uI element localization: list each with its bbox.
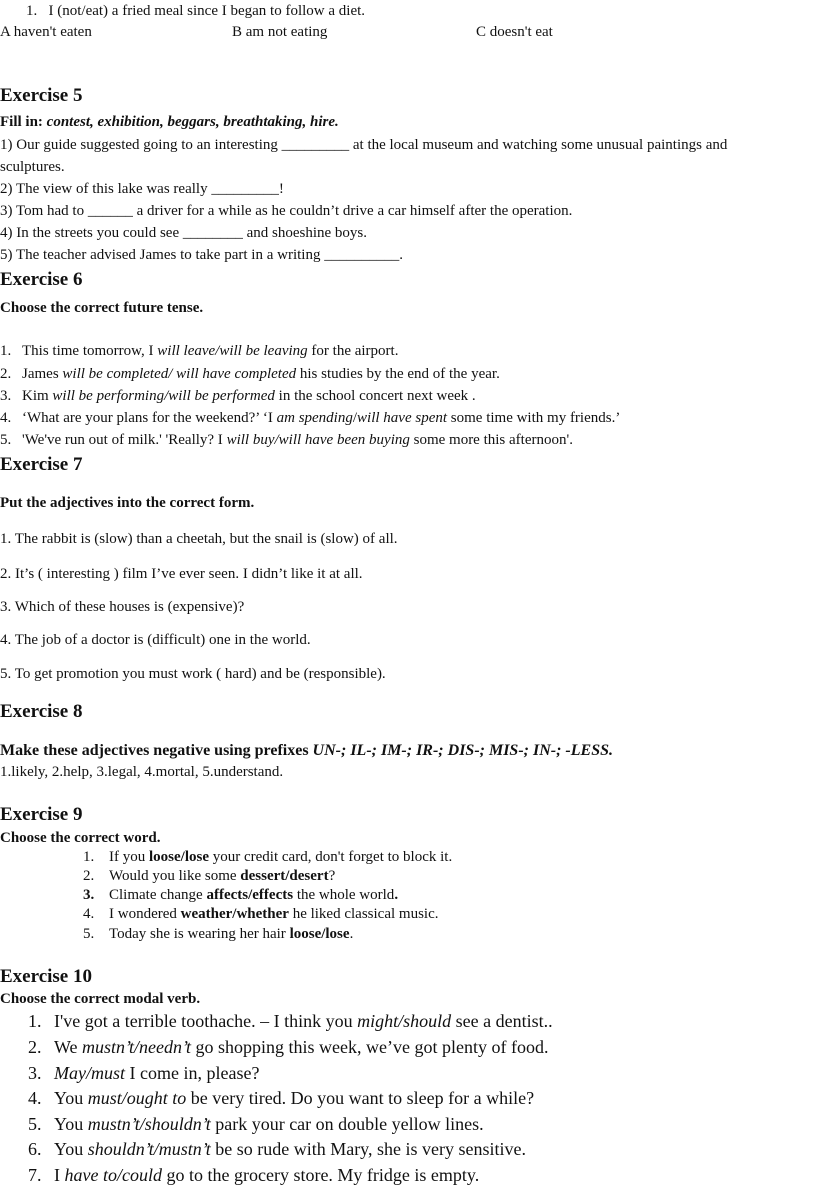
prefix-list: UN-; IL-; IM-; IR-; DIS-; MIS-; IN-; -LESS.	[312, 742, 613, 759]
item-text: I (not/eat) a fried meal since I began to follow a diet.	[48, 3, 366, 19]
ex10-item-3	[28, 1061, 259, 1085]
choice: will leave/will be leaving	[157, 343, 308, 359]
item-number: 3.	[0, 388, 12, 404]
exercise-9-instructions: Choose the correct word.	[0, 830, 161, 846]
ex10-item-1	[28, 1009, 553, 1033]
choice: dessert/desert	[240, 868, 329, 884]
choice: mustn’t/needn’t	[82, 1037, 192, 1057]
item-text: You	[54, 1088, 88, 1108]
item-text: be so rude with Mary, she is very sensitive.	[210, 1139, 526, 1159]
item-number: 5.	[0, 432, 12, 448]
item-text: park your car on double yellow lines.	[210, 1114, 484, 1134]
item-number: 1.	[26, 3, 38, 19]
ex7-line-1: 1. The rabbit is (slow) than a cheetah, but the snail is (slow) of all.	[0, 531, 398, 547]
item-number: 1.	[28, 1011, 42, 1031]
ex5-line-5: 5) The teacher advised James to take part in a writing __________.	[0, 247, 403, 263]
ex4-question-1	[26, 1, 365, 21]
choice: will buy/will have been buying	[226, 432, 410, 448]
item-text: Climate change	[109, 887, 207, 903]
exercise-5-instructions	[0, 112, 339, 132]
ex5-line-1-cont: sculptures.	[0, 159, 65, 175]
choice: affects/effects	[206, 887, 294, 903]
item-number: 5.	[83, 926, 95, 942]
item-text: ?	[328, 868, 336, 884]
item-number: 5.	[28, 1114, 42, 1134]
item-text: .	[349, 926, 354, 942]
item-text: for the airport.	[307, 343, 399, 359]
option-a: A haven't eaten	[0, 24, 92, 40]
item-text: some time with my friends.’	[447, 410, 621, 426]
item-text: go shopping this week, we’ve got plenty of food.	[191, 1037, 549, 1057]
choice: loose/lose	[289, 926, 350, 942]
item-number: 1.	[0, 343, 12, 359]
choice: will have spent	[357, 410, 448, 426]
ex7-line-2: 2. It’s ( interesting ) film I’ve ever seen. I didn’t like it at all.	[0, 566, 363, 582]
choice: will be performing/will be performed	[52, 388, 275, 404]
ex6-item-3	[0, 386, 476, 406]
item-number: 6.	[28, 1139, 42, 1159]
ex6-item-2	[0, 364, 500, 384]
ex9-item-1	[83, 847, 452, 867]
item-text: This time tomorrow, I	[22, 343, 158, 359]
ex7-line-3: 3. Which of these houses is (expensive)?	[0, 599, 245, 615]
item-number: 4.	[28, 1088, 42, 1108]
item-text: You	[54, 1139, 88, 1159]
item-text: Today she is wearing her hair	[109, 926, 290, 942]
ex10-item-2	[28, 1035, 548, 1059]
exercise-10-instructions: Choose the correct modal verb.	[0, 991, 201, 1007]
item-text: If you	[109, 849, 149, 865]
ex10-item-7	[28, 1163, 479, 1187]
item-text: see a dentist..	[451, 1011, 553, 1031]
choice: will be completed/ will have completed	[62, 366, 297, 382]
item-number: 3.	[83, 887, 95, 903]
ex6-item-1	[0, 341, 398, 361]
item-text: You	[54, 1114, 88, 1134]
exercise-10-title: Exercise 10	[0, 966, 92, 987]
item-text: /	[352, 410, 358, 426]
ex5-line-3: 3) Tom had to ______ a driver for a while as he couldn’t drive a car himself after the operation.	[0, 203, 573, 219]
item-number: 2.	[0, 366, 12, 382]
ex10-item-4	[28, 1086, 534, 1110]
exercise-8-title: Exercise 8	[0, 701, 83, 722]
exercise-8-instructions	[0, 741, 613, 761]
item-number: 3.	[28, 1063, 42, 1083]
item-text: his studies by the end of the year.	[296, 366, 500, 382]
item-number: 2.	[83, 868, 95, 884]
item-text: .	[394, 887, 399, 903]
ex5-line-2: 2) The view of this lake was really _________!	[0, 181, 284, 197]
item-text: ‘What are your plans for the weekend?’ ‘I	[22, 410, 277, 426]
instruction-lead: Fill in:	[0, 114, 47, 130]
choice: have to/could	[64, 1165, 162, 1185]
item-number: 7.	[28, 1165, 42, 1185]
item-text: Would you like some	[109, 868, 241, 884]
choice: weather/whether	[180, 906, 289, 922]
ex9-item-3	[83, 885, 398, 905]
ex5-line-1: 1) Our guide suggested going to an interesting _________ at the local museum and watching some unusual paintings and	[0, 137, 728, 153]
exercise-6-title: Exercise 6	[0, 269, 83, 290]
item-text: the whole world	[293, 887, 395, 903]
item-text: I come in, please?	[125, 1063, 260, 1083]
item-text: in the school concert next week .	[274, 388, 476, 404]
choice: must/ought to	[87, 1088, 187, 1108]
item-text: I've got a terrible toothache. – I think you	[54, 1011, 358, 1031]
ex9-item-2	[83, 866, 335, 886]
item-text: be very tired. Do you want to sleep for a while?	[186, 1088, 535, 1108]
choice: loose/lose	[149, 849, 209, 865]
exercise-5-title: Exercise 5	[0, 85, 83, 106]
word-bank: contest, exhibition, beggars, breathtaking, hire.	[46, 114, 339, 130]
item-text: I wondered	[109, 906, 181, 922]
exercise-9-title: Exercise 9	[0, 804, 83, 825]
item-text: go to the grocery store. My fridge is empty.	[161, 1165, 480, 1185]
item-text: he liked classical music.	[288, 906, 439, 922]
ex7-line-5: 5. To get promotion you must work ( hard) and be (responsible).	[0, 666, 386, 682]
ex6-item-4	[0, 408, 620, 428]
ex7-line-4: 4. The job of a doctor is (difficult) one in the world.	[0, 632, 311, 648]
item-text: We	[54, 1037, 83, 1057]
item-number: 2.	[28, 1037, 42, 1057]
exercise-7-instructions: Put the adjectives into the correct form.	[0, 495, 255, 511]
ex9-item-5	[83, 924, 353, 944]
option-c: C doesn't eat	[476, 24, 553, 40]
item-text: your credit card, don't forget to block it.	[209, 849, 453, 865]
exercise-6-instructions: Choose the correct future tense.	[0, 300, 204, 316]
ex8-words: 1.likely, 2.help, 3.legal, 4.mortal, 5.understand.	[0, 764, 284, 780]
item-text: Kim	[22, 388, 53, 404]
choice: am spending	[276, 410, 353, 426]
item-text: some more this afternoon'.	[409, 432, 573, 448]
item-text: I	[54, 1165, 65, 1185]
instruction-lead: Make these adjectives negative using prefixes	[0, 742, 313, 759]
choice: shouldn’t/mustn’t	[87, 1139, 211, 1159]
item-number: 4.	[83, 906, 95, 922]
option-b: B am not eating	[232, 24, 328, 40]
item-number: 1.	[83, 849, 95, 865]
item-text: 'We've run out of milk.' 'Really? I	[22, 432, 227, 448]
ex10-item-6	[28, 1137, 526, 1161]
choice: May/must	[54, 1063, 125, 1083]
ex6-item-5	[0, 430, 573, 450]
ex10-item-5	[28, 1112, 484, 1136]
ex9-item-4	[83, 904, 438, 924]
choice: might/should	[357, 1011, 452, 1031]
choice: mustn’t/shouldn’t	[87, 1114, 211, 1134]
exercise-7-title: Exercise 7	[0, 454, 83, 475]
item-number: 4.	[0, 410, 12, 426]
ex5-line-4: 4) In the streets you could see ________ and shoeshine boys.	[0, 225, 368, 241]
item-text: James	[22, 366, 63, 382]
